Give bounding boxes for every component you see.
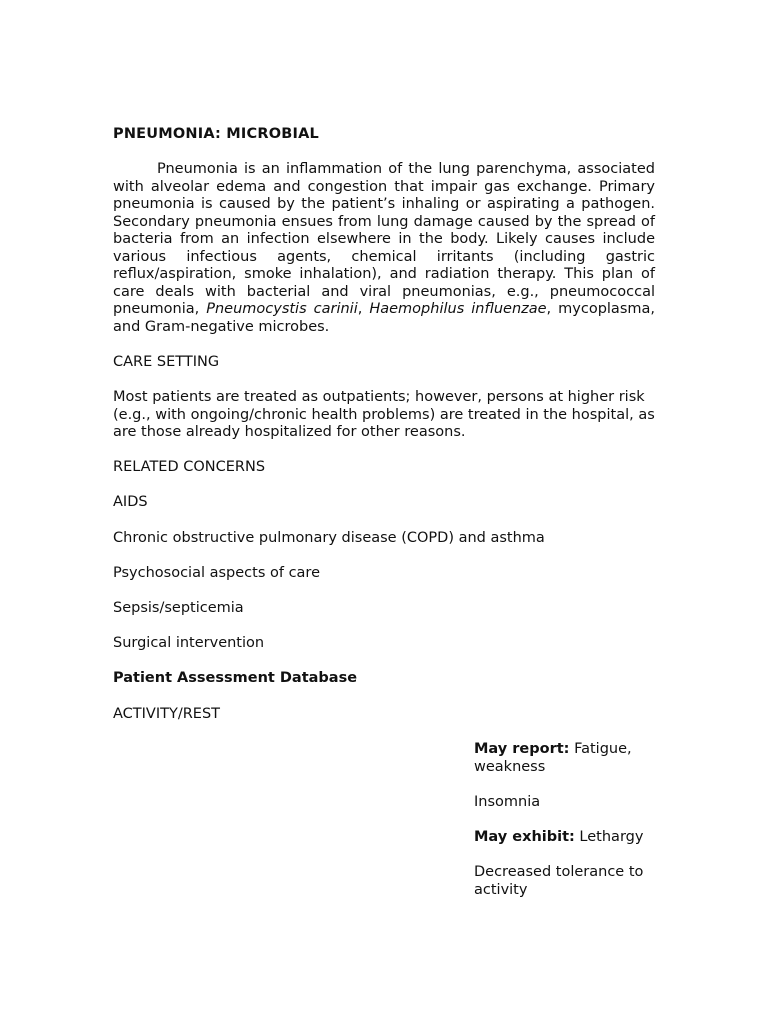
related-concern-item: Chronic obstructive pulmonary disease (COPD) and asthma	[113, 530, 545, 546]
related-concerns-heading: RELATED CONCERNS	[113, 459, 266, 475]
intro-text-1: Pneumonia is an inflammation of the lung parenchyma, associated with alveolar edema and congestion that impair gas exchange. Primary pneumonia is caused by the patient’s inhaling or aspirating a pathogen. Secondary pneumonia ensues from lung damage caused by the spread of bacteria from an infection elsewhere in the body. Likely causes include various infectious agents, chemical irritants (including gastric reflux/aspiration, smoke inhalation), and radiation therapy. This plan of care deals with bacterial and viral pneumonias, e.g., pneumococcal pneumonia,	[113, 161, 655, 317]
related-concern-item: Surgical intervention	[113, 635, 265, 651]
may-report-label: May report:	[474, 741, 570, 757]
related-concern-item: Psychosocial aspects of care	[113, 565, 321, 581]
may-exhibit-text: Lethargy	[574, 829, 644, 845]
care-setting-paragraph: Most patients are treated as outpatients; however, persons at higher risk (e.g., with ongoing/chronic health problems) are treated in the hospital, as are those already hospitalized for other reasons.	[113, 389, 655, 440]
may-exhibit-label: May exhibit:	[474, 829, 575, 845]
may-exhibit-entry	[474, 829, 664, 847]
document-title: PNEUMONIA: MICROBIAL	[113, 126, 319, 142]
decreased-tolerance-entry: Decreased tolerance to activity	[474, 864, 644, 898]
intro-text-2: ,	[357, 301, 370, 317]
intro-text-3: , mycoplasma, and Gram-negative microbes.	[113, 301, 655, 335]
activity-rest-heading: ACTIVITY/REST	[113, 706, 221, 722]
related-concern-item: Sepsis/septicemia	[113, 600, 244, 616]
may-report-entry	[474, 741, 664, 776]
may-report-text: Fatigue, weakness	[474, 741, 632, 775]
intro-italic-1: Pneumocystis carinii	[206, 301, 358, 317]
related-concern-item: AIDS	[113, 494, 148, 510]
intro-italic-2: Haemophilus influenzae	[369, 301, 547, 317]
intro-paragraph	[113, 161, 655, 336]
insomnia-entry: Insomnia	[474, 794, 541, 810]
care-setting-heading: CARE SETTING	[113, 354, 220, 370]
database-heading: Patient Assessment Database	[113, 670, 358, 686]
